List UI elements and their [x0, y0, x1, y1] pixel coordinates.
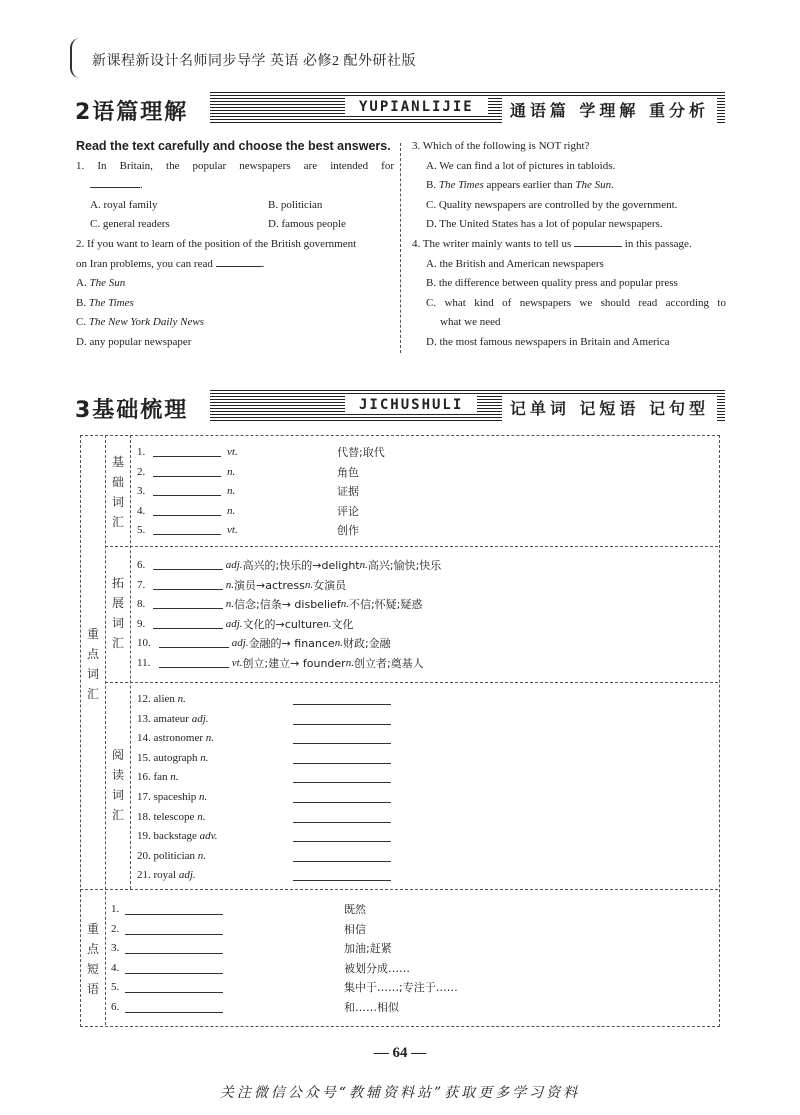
q2-b-letter: B.: [76, 296, 89, 309]
q2-c-letter: C.: [76, 316, 89, 329]
basic-row-1: [137, 443, 385, 463]
questions-left: [76, 137, 394, 353]
basic-pos: vt.: [227, 524, 238, 537]
phrase-num: 1.: [111, 903, 120, 915]
col1-divider: [105, 435, 106, 1025]
q3-b-letter: B.: [426, 179, 439, 192]
phrase-meaning: 既然: [344, 903, 366, 916]
read-pos: n.: [177, 693, 186, 705]
read-word: 12. alien: [137, 693, 178, 705]
ext-pos2: n.: [304, 578, 314, 591]
read-row-16: [137, 768, 391, 788]
q2-a-text: The Sun: [89, 277, 126, 290]
phrase-num: 2.: [111, 922, 120, 935]
q1-option-d[interactable]: D. famous people: [268, 218, 346, 231]
answer-blank[interactable]: [293, 710, 391, 725]
basic-row-2: [137, 463, 385, 483]
ext-pos2: n.: [323, 617, 332, 630]
phrase-meaning: 和……相似: [344, 1000, 399, 1014]
q3-b-end: .: [611, 179, 614, 192]
section2-subtitle: 通语篇 学理解 重分析: [502, 96, 717, 123]
q4-stem-line: [412, 235, 726, 255]
read-word: 13. amateur: [137, 712, 192, 725]
ext-pos2: n.: [340, 598, 349, 611]
read-word: 17. spaceship: [137, 790, 200, 803]
q3-b-i1: The Times: [438, 179, 484, 192]
questions-right: [412, 137, 726, 353]
column-divider: [400, 143, 401, 353]
ext-pos: n.: [225, 598, 234, 611]
read-list: [137, 690, 391, 886]
q2-option-d[interactable]: D. any popular newspaper: [76, 335, 192, 348]
phrase-list: [111, 900, 458, 1018]
basic-meaning: 评论: [337, 504, 359, 518]
q4-option-a[interactable]: A. the British and American newspapers: [426, 257, 604, 270]
answer-blank[interactable]: [153, 595, 223, 609]
phrase-row-6: [111, 998, 458, 1018]
section2-banner: [75, 92, 725, 128]
ext-num: 10.: [137, 637, 151, 650]
answer-blank[interactable]: [125, 900, 223, 915]
answer-blank[interactable]: [293, 866, 391, 881]
hline-3: [80, 889, 718, 890]
section2-pinyin: YUPIANLIJIE: [345, 98, 488, 116]
page-number: — 64 —: [373, 1045, 427, 1061]
read-row-17: [137, 788, 391, 808]
read-row-21: [137, 866, 391, 886]
read-word: 14. astronomer: [137, 732, 206, 745]
q2-stem: 2. If you want to learn of the position of the British government: [76, 237, 357, 250]
ext-text: 高兴的;快乐的→delight: [242, 559, 360, 572]
ext-text: 文化的→culture: [242, 617, 324, 631]
instruction: Read the text carefully and choose the best answers.: [76, 139, 391, 153]
q3-b-i2: The Sun: [575, 179, 612, 192]
ext-text: 信念;信条→ disbelief: [234, 598, 341, 612]
phrase-num: 4.: [111, 961, 120, 974]
basic-row-5: [137, 521, 385, 541]
ext-list: [137, 556, 441, 674]
read-row-15: [137, 749, 391, 769]
basic-meaning: 代替;取代: [337, 446, 385, 459]
q4-option-c[interactable]: C. what kind of newspapers we should read according to: [426, 296, 726, 309]
answer-blank[interactable]: [153, 521, 221, 535]
q3-option-c[interactable]: C. Quality newspapers are controlled by the government.: [426, 198, 678, 211]
read-row-13: [137, 710, 391, 730]
read-word: 21. royal: [137, 869, 179, 882]
ext-row-8: [137, 595, 441, 615]
label-phrase: 重点短语: [86, 922, 99, 996]
ext-row-9: [137, 615, 441, 635]
ext-meaning: 女演员: [313, 578, 347, 592]
read-pos: n.: [197, 849, 207, 862]
hline-1: [105, 546, 718, 547]
basic-pos: vt.: [227, 446, 238, 458]
answer-blank[interactable]: [125, 978, 223, 993]
q3-option-b[interactable]: [412, 176, 726, 196]
basic-num: 3.: [137, 485, 146, 498]
section3-pinyin: JICHUSHULI: [345, 396, 477, 414]
read-row-20: [137, 847, 391, 867]
answer-blank[interactable]: [125, 939, 223, 954]
basic-pos: n.: [227, 485, 236, 498]
label-key-vocab: 重点词汇: [86, 627, 99, 701]
phrase-row-5: [111, 978, 458, 998]
ext-meaning: 高兴;愉快;快乐: [367, 559, 442, 572]
q2-a-letter: A.: [76, 277, 90, 290]
q3-b-mid: appears earlier than: [483, 179, 576, 192]
basic-pos: n.: [227, 465, 236, 478]
read-row-14: [137, 729, 391, 749]
ext-meaning: 创立者;奠基人: [353, 656, 424, 670]
header-decoration: [70, 38, 86, 78]
answer-blank[interactable]: [125, 920, 223, 935]
ext-pos: vt.: [231, 656, 243, 669]
phrase-meaning: 相信: [344, 922, 366, 936]
phrase-meaning: 加油;赶紧: [344, 942, 392, 956]
basic-row-4: [137, 502, 385, 522]
q4-stem-end: in this passage.: [624, 237, 692, 250]
q1-options-ab: [76, 196, 394, 216]
q2-option-c[interactable]: [76, 313, 394, 333]
basic-meaning: 证据: [337, 485, 359, 499]
book-title: 新课程新设计名师同步导学 英语 必修2 配外研社版: [92, 54, 416, 69]
phrase-num: 6.: [111, 1000, 120, 1013]
read-word: 16. fan: [137, 771, 171, 784]
read-pos: adj.: [191, 712, 209, 725]
answer-blank[interactable]: [293, 827, 391, 842]
q4-option-c-cont: what we need: [440, 316, 501, 329]
read-word: 19. backstage: [137, 830, 200, 843]
ext-pos2: n.: [345, 656, 354, 669]
phrase-num: 3.: [111, 942, 120, 955]
phrase-row-3: [111, 939, 458, 959]
basic-num: 2.: [137, 465, 146, 478]
basic-meaning: 创作: [337, 524, 359, 538]
q3-option-d[interactable]: D. The United States has a lot of popular newspapers.: [426, 218, 663, 231]
answer-blank[interactable]: [153, 502, 221, 516]
read-word: 15. autograph: [137, 751, 201, 764]
q1-option-b[interactable]: B. politician: [268, 198, 323, 211]
answer-blank[interactable]: [293, 729, 391, 744]
ext-text: 创立;建立→ founder: [242, 656, 346, 670]
ext-num: 9.: [137, 617, 146, 630]
q2-end: .: [261, 257, 265, 270]
phrase-row-2: [111, 920, 458, 940]
answer-blank[interactable]: [153, 576, 223, 590]
read-row-12: [137, 690, 391, 710]
read-pos: adj.: [178, 869, 196, 882]
phrase-meaning: 被划分成……: [344, 961, 410, 975]
label-read: 阅读词汇: [111, 748, 124, 822]
q1-blank[interactable]: [90, 187, 140, 188]
ext-meaning: 文化: [331, 617, 354, 631]
section3-title: 3基础梳理: [75, 398, 189, 423]
q1-blank-line: [76, 176, 394, 196]
label-ext: 拓展词汇: [111, 576, 124, 650]
phrase-row-1: [111, 900, 458, 920]
ext-pos2: n.: [334, 637, 343, 650]
answer-blank[interactable]: [293, 749, 391, 764]
basic-num: 4.: [137, 504, 146, 517]
basic-meaning: 角色: [337, 465, 359, 479]
answer-blank[interactable]: [159, 634, 229, 648]
ext-pos: adj.: [225, 617, 243, 630]
ext-num: 11.: [137, 656, 151, 669]
section3-banner: [75, 390, 725, 426]
q4-option-d[interactable]: D. the most famous newspapers in Britain and America: [426, 335, 670, 348]
q2-blank[interactable]: [216, 266, 262, 267]
ext-row-6: [137, 556, 441, 576]
q1-option-c[interactable]: C. general readers: [90, 218, 170, 231]
read-word: 20. politician: [137, 849, 198, 862]
answer-blank[interactable]: [125, 959, 223, 974]
q1-end: .: [140, 179, 143, 192]
phrase-meaning: 集中于……;专注于……: [344, 981, 458, 995]
ext-row-10: [137, 634, 441, 654]
ext-text: 金融的→ finance: [248, 637, 335, 651]
answer-blank[interactable]: [153, 482, 221, 496]
hline-2: [105, 682, 718, 683]
q4-option-b[interactable]: B. the difference between quality press and popular press: [426, 277, 678, 290]
label-basic: 基础词汇: [111, 455, 124, 529]
q4-stem: 4. The writer mainly wants to tell us: [412, 237, 572, 250]
q2-option-b[interactable]: [76, 294, 394, 314]
read-row-19: [137, 827, 391, 847]
ext-num: 8.: [137, 598, 146, 611]
read-pos: n.: [197, 810, 206, 823]
q1-option-a[interactable]: A. royal family: [90, 198, 158, 211]
ext-row-7: [137, 576, 441, 596]
answer-blank[interactable]: [293, 690, 391, 705]
ext-meaning: 财政;金融: [342, 637, 391, 651]
ext-num: 6.: [137, 559, 146, 571]
footer-note: 关注微信公众号“教辅资料站”获取更多学习资料: [219, 1085, 581, 1101]
ext-row-11: [137, 654, 441, 674]
ext-pos: adj.: [231, 637, 249, 650]
ext-num: 7.: [137, 578, 146, 591]
answer-blank[interactable]: [153, 463, 221, 477]
q1-stem: 1. In Britain, the popular newspapers are intended for: [76, 159, 394, 172]
section3-subtitle: 记单词 记短语 记句型: [502, 394, 717, 421]
ext-pos2: n.: [359, 559, 368, 571]
section2-title: 2语篇理解: [75, 100, 189, 125]
read-pos: n.: [200, 751, 209, 764]
read-pos: adv.: [199, 830, 218, 843]
read-pos: n.: [170, 771, 179, 784]
basic-list: [137, 443, 385, 541]
answer-blank[interactable]: [153, 443, 221, 457]
answer-blank[interactable]: [159, 654, 229, 668]
ext-text: 演员→actress: [234, 578, 305, 592]
ext-pos: n.: [225, 578, 234, 591]
col2-divider: [130, 435, 131, 889]
answer-blank[interactable]: [293, 768, 391, 783]
answer-blank[interactable]: [125, 998, 223, 1013]
answer-blank[interactable]: [293, 808, 391, 823]
basic-row-3: [137, 482, 385, 502]
q2-stem-line2: [76, 255, 394, 275]
answer-blank[interactable]: [293, 788, 391, 803]
read-word: 18. telescope: [137, 810, 198, 823]
q2-option-a[interactable]: [76, 274, 394, 294]
read-pos: n.: [199, 790, 208, 803]
q2-c-text: The New York Daily News: [88, 316, 204, 329]
q4-blank[interactable]: [574, 246, 622, 247]
q1-options-cd: [76, 215, 394, 235]
q2-stem2: on Iran problems, you can read: [76, 257, 213, 270]
ext-pos: adj.: [225, 559, 243, 571]
basic-num: 5.: [137, 524, 146, 537]
ext-meaning: 不信;怀疑;疑惑: [348, 598, 423, 612]
answer-blank[interactable]: [153, 556, 223, 570]
basic-pos: n.: [227, 504, 236, 517]
answer-blank[interactable]: [153, 615, 223, 629]
basic-num: 1.: [137, 446, 146, 458]
q3-stem: 3. Which of the following is NOT right?: [412, 140, 590, 152]
q3-option-a[interactable]: A. We can find a lot of pictures in tabloids.: [426, 159, 616, 172]
q2-b-text: The Times: [88, 296, 134, 309]
answer-blank[interactable]: [293, 847, 391, 862]
phrase-num: 5.: [111, 981, 120, 994]
read-pos: n.: [205, 732, 214, 745]
phrase-row-4: [111, 959, 458, 979]
read-row-18: [137, 808, 391, 828]
